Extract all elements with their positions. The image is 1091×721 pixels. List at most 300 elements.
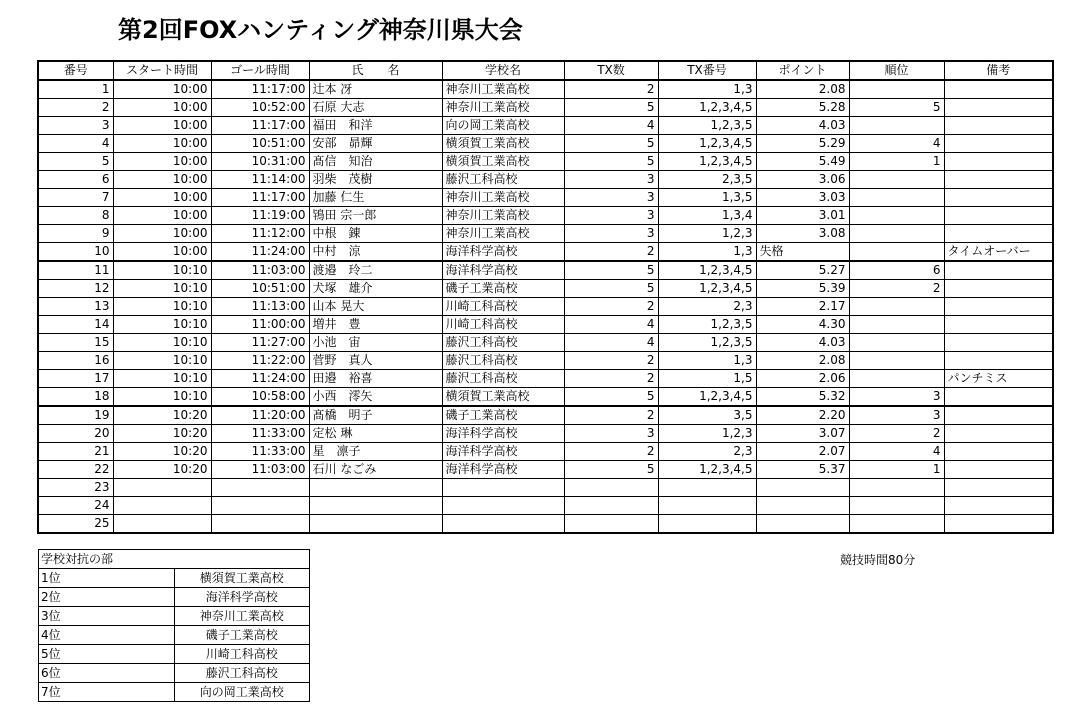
cell-note [944,225,1053,243]
cell-note [944,171,1053,189]
cell-txno: 1,3 [658,80,756,99]
cell-no: 24 [38,497,113,515]
cell-name [309,515,442,534]
table-row [38,298,1053,316]
cell-school: 海洋科学高校 [442,243,564,262]
cell-school: 川崎工科高校 [442,316,564,334]
cell-txno: 1,2,3,4,5 [658,280,756,298]
cell-goal: 11:14:00 [211,171,309,189]
cell-goal: 11:17:00 [211,189,309,207]
cell-start: 10:20 [113,406,211,425]
cell-school: 海洋科学高校 [442,425,564,443]
cell-no: 4 [38,135,113,153]
cell-goal [211,479,309,497]
cell-tx: 2 [564,80,658,99]
cell-tx: 5 [564,153,658,171]
table-row [38,352,1053,370]
cell-no: 21 [38,443,113,461]
cell-no: 1 [38,80,113,99]
cell-school [442,515,564,534]
cell-note: タイムオーバー [944,243,1053,262]
cell-note [944,316,1053,334]
cell-point: 2.06 [756,370,849,388]
cell-goal: 11:03:00 [211,461,309,479]
cell-note [944,479,1053,497]
cell-rank: 3 [849,388,944,407]
school-rank: 6位 [39,664,175,683]
cell-rank [849,171,944,189]
cell-note [944,189,1053,207]
school-ranking-row [39,683,310,702]
cell-no: 13 [38,298,113,316]
table-row [38,189,1053,207]
cell-start: 10:10 [113,316,211,334]
cell-point: 3.06 [756,171,849,189]
cell-name [309,479,442,497]
cell-no: 11 [38,261,113,280]
school-rank: 2位 [39,588,175,607]
cell-tx [564,515,658,534]
cell-rank: 2 [849,280,944,298]
cell-name: 星 凛子 [309,443,442,461]
school-ranking-row [39,645,310,664]
cell-no: 20 [38,425,113,443]
cell-note [944,443,1053,461]
cell-rank [849,370,944,388]
table-header-row [38,61,1053,80]
cell-rank: 3 [849,406,944,425]
cell-no: 25 [38,515,113,534]
cell-start: 10:10 [113,261,211,280]
cell-tx: 5 [564,461,658,479]
cell-goal: 10:31:00 [211,153,309,171]
competition-time: 競技時間80分 [840,553,916,567]
cell-school: 藤沢工科高校 [442,334,564,352]
table-row [38,425,1053,443]
cell-school: 海洋科学高校 [442,443,564,461]
school-ranking-table [38,549,310,702]
cell-rank [849,189,944,207]
cell-goal: 11:12:00 [211,225,309,243]
cell-note [944,207,1053,225]
cell-txno: 2,3,5 [658,171,756,189]
cell-start [113,497,211,515]
cell-start: 10:10 [113,298,211,316]
cell-school: 川崎工科高校 [442,298,564,316]
cell-goal: 11:33:00 [211,425,309,443]
cell-point: 2.20 [756,406,849,425]
cell-goal: 11:24:00 [211,370,309,388]
column-header: ポイント [756,61,849,80]
cell-school: 磯子工業高校 [442,280,564,298]
cell-note [944,406,1053,425]
cell-txno: 1,3,4 [658,207,756,225]
cell-note [944,425,1053,443]
cell-txno: 2,3 [658,298,756,316]
cell-txno: 1,2,3 [658,425,756,443]
school-name: 磯子工業高校 [174,626,310,645]
column-header: スタート時間 [113,61,211,80]
cell-start: 10:00 [113,117,211,135]
cell-goal: 11:03:00 [211,261,309,280]
table-row [38,406,1053,425]
cell-school: 藤沢工科高校 [442,370,564,388]
table-row [38,388,1053,407]
cell-name: 田邉 裕喜 [309,370,442,388]
cell-rank [849,334,944,352]
table-row [38,153,1053,171]
column-header: 備考 [944,61,1053,80]
cell-start: 10:00 [113,153,211,171]
cell-tx: 3 [564,425,658,443]
cell-tx: 3 [564,225,658,243]
cell-name: 増井 豊 [309,316,442,334]
cell-txno: 1,3,5 [658,189,756,207]
cell-no: 22 [38,461,113,479]
cell-no: 19 [38,406,113,425]
column-header: 学校名 [442,61,564,80]
table-row [38,316,1053,334]
cell-note [944,334,1053,352]
cell-tx: 4 [564,334,658,352]
table-row [38,171,1053,189]
cell-name: 渡邉 玲二 [309,261,442,280]
cell-txno: 1,2,3,4,5 [658,135,756,153]
cell-start: 10:10 [113,370,211,388]
cell-school: 磯子工業高校 [442,406,564,425]
cell-goal: 10:51:00 [211,135,309,153]
cell-rank [849,207,944,225]
cell-tx: 5 [564,135,658,153]
school-name: 海洋科学高校 [174,588,310,607]
cell-rank [849,479,944,497]
cell-point: 2.08 [756,352,849,370]
cell-txno: 3,5 [658,406,756,425]
cell-rank [849,515,944,534]
cell-school [442,497,564,515]
cell-start: 10:20 [113,461,211,479]
cell-point: 4.30 [756,316,849,334]
cell-point: 5.28 [756,99,849,117]
cell-point: 5.29 [756,135,849,153]
column-header: TX番号 [658,61,756,80]
cell-no: 9 [38,225,113,243]
cell-goal: 10:58:00 [211,388,309,407]
results-table [37,60,1054,534]
cell-rank: 1 [849,153,944,171]
column-header: ゴール時間 [211,61,309,80]
school-name: 藤沢工科高校 [174,664,310,683]
cell-tx [564,479,658,497]
cell-txno: 1,2,3,5 [658,334,756,352]
cell-school: 海洋科学高校 [442,261,564,280]
cell-no: 2 [38,99,113,117]
cell-name: 中根 錬 [309,225,442,243]
cell-tx: 5 [564,261,658,280]
cell-start: 10:10 [113,334,211,352]
cell-school: 藤沢工科高校 [442,352,564,370]
cell-note [944,99,1053,117]
cell-txno: 1,2,3,4,5 [658,388,756,407]
cell-point: 3.07 [756,425,849,443]
table-row [38,261,1053,280]
cell-name: 髙橋 明子 [309,406,442,425]
cell-tx: 4 [564,117,658,135]
cell-note [944,261,1053,280]
cell-goal [211,515,309,534]
cell-note [944,388,1053,407]
cell-no: 14 [38,316,113,334]
cell-tx: 2 [564,298,658,316]
cell-start: 10:00 [113,207,211,225]
cell-tx: 5 [564,99,658,117]
cell-school: 神奈川工業高校 [442,80,564,99]
cell-no: 10 [38,243,113,262]
cell-name: 福田 和洋 [309,117,442,135]
cell-point: 5.37 [756,461,849,479]
cell-goal: 11:22:00 [211,352,309,370]
table-row [38,225,1053,243]
cell-start: 10:00 [113,80,211,99]
cell-point [756,515,849,534]
cell-point: 5.49 [756,153,849,171]
school-ranking-row [39,664,310,683]
school-ranking-row [39,607,310,626]
table-row [38,80,1053,99]
cell-tx: 3 [564,171,658,189]
table-row [38,461,1053,479]
cell-school [442,479,564,497]
cell-txno: 1,2,3,5 [658,117,756,135]
cell-point: 3.03 [756,189,849,207]
column-header: 氏 名 [309,61,442,80]
cell-txno: 1,5 [658,370,756,388]
cell-school: 神奈川工業高校 [442,99,564,117]
cell-note [944,497,1053,515]
cell-name: 加藤 仁生 [309,189,442,207]
cell-note [944,280,1053,298]
cell-tx: 2 [564,243,658,262]
cell-start: 10:00 [113,99,211,117]
column-header: 順位 [849,61,944,80]
cell-school: 向の岡工業高校 [442,117,564,135]
cell-name: 中村 涼 [309,243,442,262]
cell-note: パンチミス [944,370,1053,388]
cell-rank [849,80,944,99]
cell-name: 菅野 真人 [309,352,442,370]
cell-note [944,461,1053,479]
cell-tx: 4 [564,316,658,334]
cell-point: 5.39 [756,280,849,298]
school-rank: 3位 [39,607,175,626]
cell-note [944,515,1053,534]
cell-school: 神奈川工業高校 [442,207,564,225]
cell-school: 横須賀工業高校 [442,153,564,171]
cell-name: 石原 大志 [309,99,442,117]
school-ranking-row [39,569,310,588]
cell-point: 2.17 [756,298,849,316]
cell-school: 海洋科学高校 [442,461,564,479]
cell-txno: 1,2,3,4,5 [658,261,756,280]
school-name: 向の岡工業高校 [174,683,310,702]
cell-txno: 1,2,3,4,5 [658,153,756,171]
cell-start: 10:00 [113,135,211,153]
cell-point: 4.03 [756,117,849,135]
table-row [38,117,1053,135]
cell-point: 失格 [756,243,849,262]
cell-name: 小西 澪矢 [309,388,442,407]
cell-point: 2.07 [756,443,849,461]
cell-school: 横須賀工業高校 [442,135,564,153]
school-name: 川崎工科高校 [174,645,310,664]
cell-txno [658,479,756,497]
cell-no: 7 [38,189,113,207]
school-name: 神奈川工業高校 [174,607,310,626]
cell-goal: 10:52:00 [211,99,309,117]
cell-no: 18 [38,388,113,407]
cell-goal: 11:17:00 [211,80,309,99]
cell-txno: 1,2,3,5 [658,316,756,334]
cell-txno: 1,2,3,4,5 [658,461,756,479]
cell-tx: 3 [564,207,658,225]
cell-name: 小池 宙 [309,334,442,352]
page-title: 第2回FOXハンティング神奈川県大会 [118,16,523,44]
cell-goal: 11:00:00 [211,316,309,334]
cell-start: 10:00 [113,225,211,243]
cell-point: 5.27 [756,261,849,280]
cell-no: 17 [38,370,113,388]
cell-rank [849,243,944,262]
cell-no: 15 [38,334,113,352]
cell-no: 16 [38,352,113,370]
cell-goal: 11:27:00 [211,334,309,352]
cell-point: 3.01 [756,207,849,225]
cell-name: 石川 なごみ [309,461,442,479]
cell-goal: 11:20:00 [211,406,309,425]
cell-name: 安部 昴輝 [309,135,442,153]
cell-tx: 5 [564,388,658,407]
cell-rank [849,117,944,135]
cell-rank [849,225,944,243]
cell-txno [658,497,756,515]
school-name: 横須賀工業高校 [174,569,310,588]
cell-goal: 11:13:00 [211,298,309,316]
cell-goal: 11:33:00 [211,443,309,461]
cell-no: 5 [38,153,113,171]
cell-start: 10:00 [113,171,211,189]
cell-rank: 4 [849,135,944,153]
school-rank: 1位 [39,569,175,588]
school-ranking-header: 学校対抗の部 [39,550,310,569]
cell-tx: 2 [564,370,658,388]
cell-goal: 10:51:00 [211,280,309,298]
cell-school: 神奈川工業高校 [442,189,564,207]
school-rank: 5位 [39,645,175,664]
cell-goal: 11:19:00 [211,207,309,225]
school-ranking-row [39,626,310,645]
cell-note [944,352,1053,370]
cell-goal: 11:17:00 [211,117,309,135]
cell-note [944,117,1053,135]
cell-rank: 4 [849,443,944,461]
cell-no: 6 [38,171,113,189]
cell-school: 横須賀工業高校 [442,388,564,407]
cell-rank [849,352,944,370]
cell-rank: 5 [849,99,944,117]
table-row [38,515,1053,534]
table-row [38,99,1053,117]
cell-rank: 2 [849,425,944,443]
school-rank: 4位 [39,626,175,645]
cell-point: 4.03 [756,334,849,352]
cell-point [756,479,849,497]
cell-goal [211,497,309,515]
table-row [38,334,1053,352]
table-row [38,280,1053,298]
column-header: TX数 [564,61,658,80]
cell-start: 10:10 [113,280,211,298]
column-header: 番号 [38,61,113,80]
cell-start [113,479,211,497]
cell-name: 犬塚 雄介 [309,280,442,298]
cell-no: 23 [38,479,113,497]
cell-tx: 5 [564,280,658,298]
cell-start: 10:20 [113,443,211,461]
cell-note [944,80,1053,99]
cell-name: 髙信 知治 [309,153,442,171]
cell-point: 3.08 [756,225,849,243]
cell-no: 8 [38,207,113,225]
cell-name: 辻本 冴 [309,80,442,99]
cell-no: 3 [38,117,113,135]
cell-tx [564,497,658,515]
cell-point: 5.32 [756,388,849,407]
cell-note [944,153,1053,171]
cell-goal: 11:24:00 [211,243,309,262]
cell-tx: 2 [564,352,658,370]
cell-txno: 1,3 [658,352,756,370]
cell-start: 10:00 [113,243,211,262]
cell-tx: 3 [564,189,658,207]
cell-school: 藤沢工科高校 [442,171,564,189]
school-rank: 7位 [39,683,175,702]
cell-txno: 1,3 [658,243,756,262]
cell-name: 鴇田 宗一郎 [309,207,442,225]
cell-txno: 1,2,3 [658,225,756,243]
cell-tx: 2 [564,406,658,425]
cell-start: 10:10 [113,352,211,370]
cell-rank [849,497,944,515]
cell-no: 12 [38,280,113,298]
cell-tx: 2 [564,443,658,461]
table-row [38,479,1053,497]
school-ranking-row [39,588,310,607]
table-row [38,243,1053,262]
cell-start: 10:10 [113,388,211,407]
cell-start: 10:20 [113,425,211,443]
cell-note [944,298,1053,316]
table-row [38,135,1053,153]
cell-txno: 1,2,3,4,5 [658,99,756,117]
table-row [38,443,1053,461]
cell-rank: 6 [849,261,944,280]
table-row [38,207,1053,225]
cell-txno [658,515,756,534]
cell-rank [849,316,944,334]
cell-rank [849,298,944,316]
cell-start [113,515,211,534]
cell-rank: 1 [849,461,944,479]
